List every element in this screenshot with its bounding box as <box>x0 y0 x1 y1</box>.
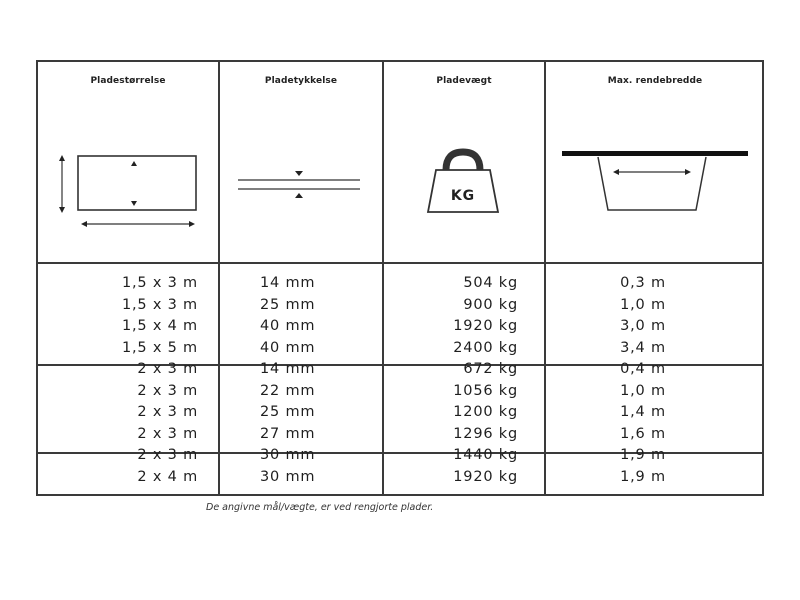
weight-kg-icon <box>418 148 508 218</box>
table-cell: 1,5 x 4 m <box>121 318 198 334</box>
table-cell: 2 x 3 m <box>137 425 198 442</box>
table-cell: 504 kg <box>463 275 518 291</box>
column-max-trench-width <box>603 273 683 488</box>
table-cell: 1200 kg <box>453 404 518 420</box>
table-cell: 30 mm <box>260 468 316 485</box>
header-plate-thickness: Pladetykkelse <box>264 76 338 86</box>
table-cell: 1440 kg <box>453 447 518 463</box>
column-plate-thickness <box>260 273 360 488</box>
trench-width-icon <box>558 144 754 218</box>
table-cell: 25 mm <box>260 404 316 420</box>
table-cell: 14 mm <box>260 275 316 291</box>
table-cell: 1296 kg <box>453 425 518 442</box>
header-max-trench-width: Max. rendebredde <box>607 76 703 86</box>
table-cell: 27 mm <box>260 425 316 442</box>
column-divider <box>218 62 220 494</box>
table-cell: 1920 kg <box>453 468 518 485</box>
table-cell: 25 mm <box>260 296 316 313</box>
table-cell: 2 x 4 m <box>137 468 198 485</box>
plate-dimensions-icon <box>52 150 212 240</box>
table-cell: 22 mm <box>260 382 316 399</box>
header-divider <box>38 262 762 264</box>
table-cell: 0,4 m <box>620 361 666 377</box>
table-cell: 900 kg <box>463 296 518 313</box>
table-cell: 1,0 m <box>620 296 666 313</box>
table-cell: 30 mm <box>260 447 316 463</box>
table-cell: 1,9 m <box>620 447 666 463</box>
table-cell: 1,5 x 3 m <box>121 296 198 313</box>
column-divider <box>544 62 546 494</box>
plate-thickness-icon <box>234 162 366 206</box>
column-plate-weight <box>418 273 518 488</box>
table-cell: 2 x 3 m <box>137 382 198 399</box>
table-cell: 40 mm <box>260 318 316 334</box>
table-cell: 3,0 m <box>620 318 666 334</box>
table-cell: 1,0 m <box>620 382 666 399</box>
table-cell: 1056 kg <box>453 382 518 399</box>
table-cell: 2 x 3 m <box>137 361 198 377</box>
table-cell: 0,3 m <box>620 275 666 291</box>
table-cell: 2 x 3 m <box>137 404 198 420</box>
table-cell: 1,5 x 5 m <box>121 339 198 356</box>
weight-icon-label: KG <box>450 188 476 204</box>
table-cell: 2 x 3 m <box>137 447 198 463</box>
table-cell: 1,9 m <box>620 468 666 485</box>
table-cell: 40 mm <box>260 339 316 356</box>
table-cell: 672 kg <box>463 361 518 377</box>
table-cell: 2400 kg <box>453 339 518 356</box>
plate-spec-table <box>36 60 764 496</box>
table-cell: 1,6 m <box>620 425 666 442</box>
header-plate-weight: Pladevægt <box>436 76 492 86</box>
table-footnote: De angivne mål/vægte, er ved rengjorte plader. <box>206 502 434 513</box>
table-cell: 1920 kg <box>453 318 518 334</box>
table-cell: 3,4 m <box>620 339 666 356</box>
table-cell: 1,4 m <box>620 404 666 420</box>
table-cell: 14 mm <box>260 361 316 377</box>
column-plate-size <box>78 273 198 488</box>
table-cell: 1,5 x 3 m <box>121 275 198 291</box>
column-divider <box>382 62 384 494</box>
header-plate-size: Pladestørrelse <box>90 76 166 86</box>
